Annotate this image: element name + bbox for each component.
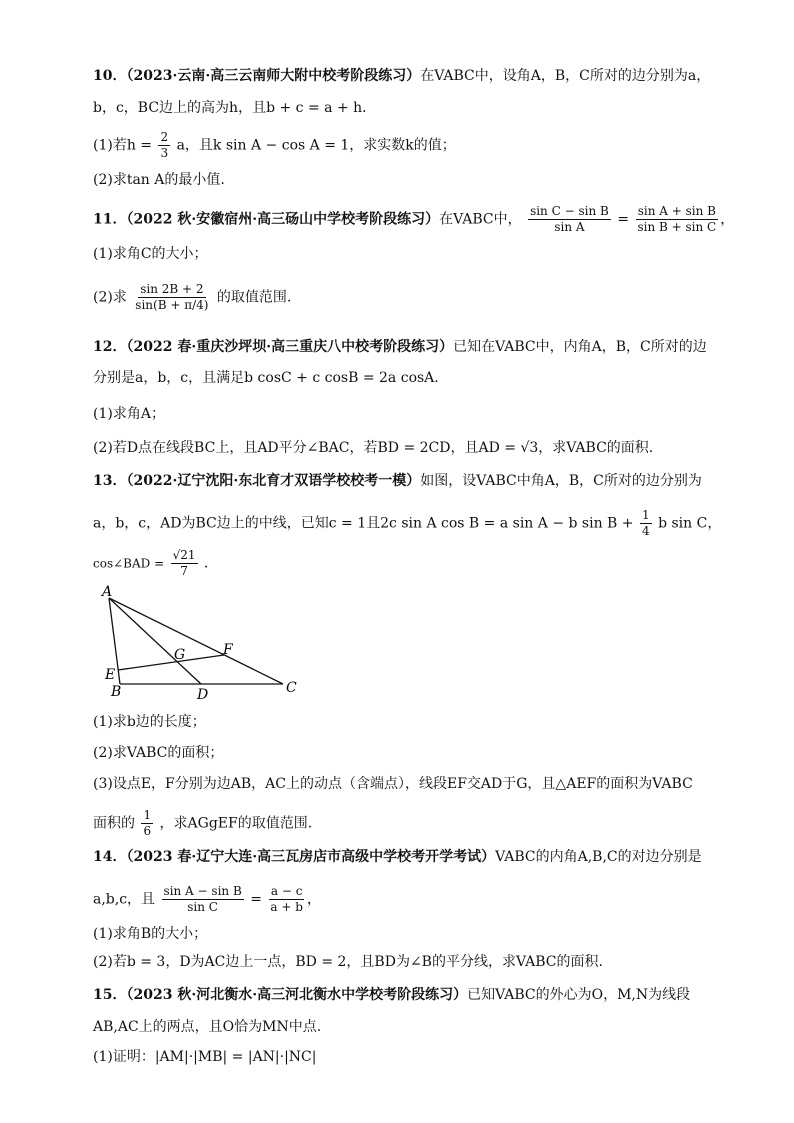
problem-12-line-1: 12．（2022 春·重庆沙坪坝·高三重庆八中校考阶段练习）已知在VABC中，内角A，B，C所对的边: [93, 339, 707, 355]
problem-source: （2023 秋·河北衡水·高三河北衡水中学校考阶段练习）: [126, 987, 468, 1003]
fraction: $\frac{\text{sin C − sin B}}{\text{sin A}}$: [530, 204, 609, 234]
label-a: A: [102, 584, 113, 600]
problem-10-question-1: (1)若h = $\frac{2}{3}$ a，且k sin A − cos A = 1，求实数k的值；: [93, 130, 456, 160]
segment-ef: [118, 655, 224, 670]
problem-13-question-2: (2)求VABC的面积；: [93, 745, 224, 761]
problem-number: 14．: [93, 849, 127, 865]
median-ad: [109, 598, 201, 684]
triangle-figure: [100, 584, 310, 704]
label-d: D: [197, 687, 209, 703]
problem-13-line-2: a，b，c，AD为BC边上的中线，已知c = 1且2c sin A cos B = a sin A − b sin B + $\frac{1}{4}$ b sin C，: [93, 508, 722, 538]
problem-source: （2023·云南·高三云南师大附中校考阶段练习）: [126, 68, 421, 84]
problem-13-question-1: (1)求b边的长度；: [93, 714, 206, 730]
label-e: E: [105, 667, 116, 683]
problem-11-line-1: 11．（2022 秋·安徽宿州·高三砀山中学校考阶段练习）在VABC中， $\frac{\text{sin C − sin B}}{\text{sin A}}$ = $\frac{\text{sin A + sin B}}{\text{sin B + sin C}}$ ，: [93, 204, 735, 234]
fraction: $\frac{\sin 2B + 2}{\sin(B + \pi/4)}$: [135, 282, 209, 312]
problem-13-line-1: 13．（2022·辽宁沈阳·东北育才双语学校校考一模）如图，设VABC中角A，B，C所对的边分别为: [93, 473, 702, 489]
problem-source: （2022 秋·安徽宿州·高三砀山中学校考阶段练习）: [126, 211, 440, 228]
label-f: F: [223, 642, 233, 658]
problem-13-line-3: cos∠BAD = $\frac{√21}{7}$ ．: [93, 548, 218, 578]
problem-15-line-2: AB,AC上的两点，且O恰为MN中点.: [93, 1019, 322, 1035]
problem-14-line-1: 14．（2023 春·辽宁大连·高三瓦房店市高级中学校考开学考试）VABC的内角A,B,C的对边分别是: [93, 849, 702, 865]
problem-number: 13．: [93, 473, 127, 489]
problem-number: 10．: [93, 68, 127, 84]
problem-10-line-2: b，c，BC边上的高为h，且b + c = a + h．: [93, 100, 377, 116]
problem-15-line-1: 15．（2023 秋·河北衡水·高三河北衡水中学校考阶段练习）已知VABC的外心为O，M,N为线段: [93, 987, 691, 1003]
problem-10-question-2: (2)求tan A的最小值.: [93, 172, 225, 188]
fraction: $\frac{1}{4}$: [641, 508, 650, 538]
problem-number: 15．: [93, 987, 127, 1003]
problem-14-line-2: a,b,c，且 $\frac{\text{sin A − sin B}}{\text{sin C}}$ = $\frac{a - c}{a + b}$ ，: [93, 884, 321, 914]
problem-11-question-1: (1)求角C的大小；: [93, 246, 208, 262]
problem-12-question-2: (2)若D点在线段BC上，且AD平分∠BAC，若BD = 2CD，且AD = √3，求VABC的面积.: [93, 440, 654, 456]
problem-source: （2023 春·辽宁大连·高三瓦房店市高级中学校考开学考试）: [126, 849, 496, 865]
fraction: $\frac{1}{6}$: [143, 808, 152, 838]
problem-14-question-2: (2)若b = 3，D为AC边上一点，BD = 2，且BD为∠B的平分线，求VABC的面积.: [93, 954, 603, 970]
problem-source: （2022·辽宁沈阳·东北育才双语学校校考一模）: [126, 473, 421, 489]
problem-number: 12．: [93, 339, 127, 355]
problem-13-question-3-line-2: 面积的 $\frac{1}{6}$ ，求AGgEF的取值范围.: [93, 808, 313, 838]
problem-number: 11．: [93, 211, 127, 228]
problem-10-line-1: [93, 66, 710, 86]
problem-stem: 在VABC中，设角A，B，C所对的边分别为a，: [420, 68, 711, 84]
label-g: G: [174, 647, 186, 663]
problem-14-question-1: (1)求角B的大小；: [93, 926, 208, 942]
fraction: $\frac{a - c}{a + b}$: [270, 884, 303, 914]
problem-11-question-2: (2)求 $\frac{\sin 2B + 2}{\sin(B + \pi/4)}$ 的取值范围.: [93, 282, 292, 312]
problem-15-question-1: (1)证明：|AM|·|MB| = |AN|·|NC|: [93, 1049, 317, 1065]
side-ac: [109, 598, 283, 684]
fraction: $\frac{\text{sin A − sin B}}{\text{sin C}}$: [163, 884, 242, 914]
fraction: $\frac{√21}{7}$: [172, 548, 196, 578]
label-b: B: [111, 684, 122, 700]
label-c: C: [286, 680, 297, 696]
fraction: $\frac{\text{sin A + sin B}}{\text{sin B + sin C}}$: [637, 204, 717, 234]
problem-12-line-2: 分别是a，b，c，且满足b cosC + c cosB = 2a cosA.: [93, 370, 439, 386]
problem-13-question-3-line-1: (3)设点E，F分别为边AB，AC上的动点（含端点），线段EF交AD于G，且△AEF的面积为VABC: [93, 776, 693, 792]
problem-source: （2022 春·重庆沙坪坝·高三重庆八中校考阶段练习）: [126, 339, 454, 355]
problem-12-question-1: (1)求角A；: [93, 406, 165, 422]
fraction: $\frac{2}{3}$: [160, 130, 169, 160]
